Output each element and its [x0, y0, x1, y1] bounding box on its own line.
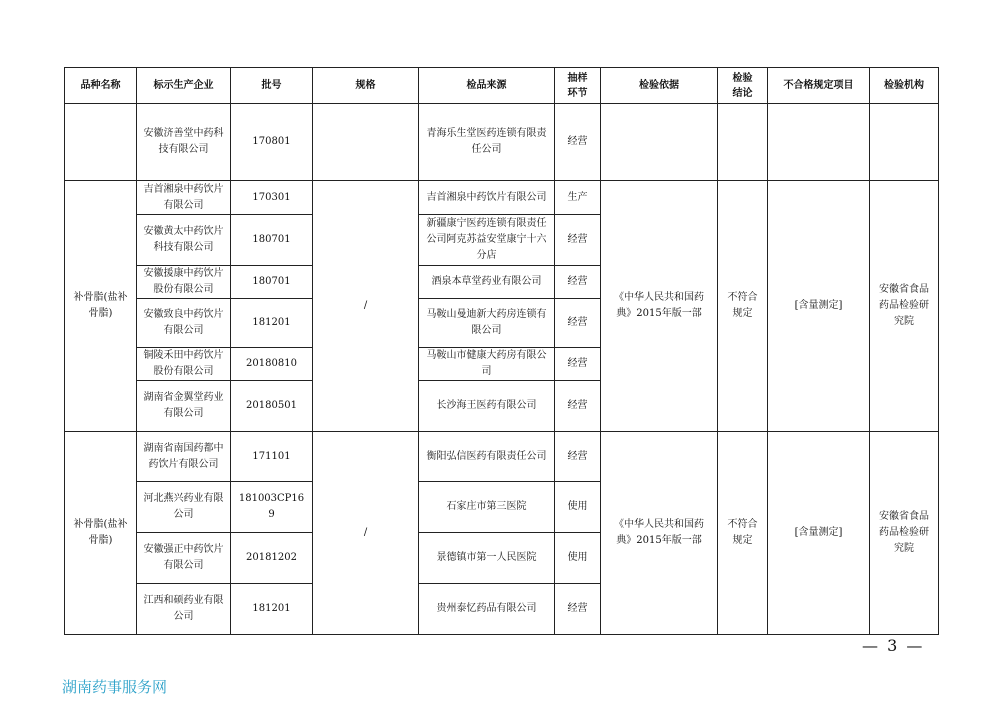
conclusion-cell: 不符合规定 [718, 432, 768, 635]
table-row [65, 181, 939, 215]
stage-cell: 经营 [555, 348, 601, 381]
stage-cell: 经营 [555, 381, 601, 432]
stage-cell: 经营 [555, 215, 601, 266]
failed-item-cell: [含量测定] [768, 432, 870, 635]
maker-cell: 河北燕兴药业有限公司 [137, 482, 231, 533]
maker-cell: 安徽致良中药饮片有限公司 [137, 299, 231, 348]
stage-cell: 使用 [555, 533, 601, 584]
source-cell: 贵州泰忆药品有限公司 [419, 584, 555, 635]
header-basis: 检验依据 [601, 68, 718, 104]
table-row [65, 104, 939, 181]
failed-item-cell: [含量测定] [768, 181, 870, 432]
batch-cell: 180701 [231, 215, 313, 266]
header-stage: 抽样环节 [555, 68, 601, 104]
inspection-table [64, 67, 939, 635]
failed-item-cell [768, 104, 870, 181]
agency-cell [870, 104, 939, 181]
batch-cell: 20181202 [231, 533, 313, 584]
source-cell: 长沙海王医药有限公司 [419, 381, 555, 432]
inspection-results-sheet [64, 67, 939, 635]
source-cell: 马鞍山市健康大药房有限公司 [419, 348, 555, 381]
maker-cell: 安徽强正中药饮片有限公司 [137, 533, 231, 584]
maker-cell: 安徽济善堂中药科技有限公司 [137, 104, 231, 181]
source-cell: 景德镇市第一人民医院 [419, 533, 555, 584]
maker-cell: 吉首湘泉中药饮片有限公司 [137, 181, 231, 215]
source-cell: 青海乐生堂医药连锁有限责任公司 [419, 104, 555, 181]
maker-cell: 江西和硕药业有限公司 [137, 584, 231, 635]
header-batch: 批号 [231, 68, 313, 104]
stage-cell: 生产 [555, 181, 601, 215]
stage-cell: 经营 [555, 584, 601, 635]
spec-cell [313, 104, 419, 181]
conclusion-cell: 不符合规定 [718, 181, 768, 432]
maker-cell: 铜陵禾田中药饮片股份有限公司 [137, 348, 231, 381]
basis-cell: 《中华人民共和国药典》2015年版一部 [601, 432, 718, 635]
header-spec: 规格 [313, 68, 419, 104]
batch-cell: 20180501 [231, 381, 313, 432]
stage-cell: 使用 [555, 482, 601, 533]
batch-cell: 171101 [231, 432, 313, 482]
source-cell: 衡阳弘信医药有限责任公司 [419, 432, 555, 482]
agency-cell: 安徽省食品药品检验研究院 [870, 432, 939, 635]
table-row [65, 432, 939, 482]
batch-cell: 181201 [231, 299, 313, 348]
basis-cell [601, 104, 718, 181]
stage-cell: 经营 [555, 104, 601, 181]
source-cell: 石家庄市第三医院 [419, 482, 555, 533]
product-cell: 补骨脂(盐补骨脂) [65, 181, 137, 432]
batch-cell: 180701 [231, 266, 313, 299]
batch-cell: 181201 [231, 584, 313, 635]
source-cell: 马鞍山曼迪新大药房连锁有限公司 [419, 299, 555, 348]
batch-cell: 170301 [231, 181, 313, 215]
basis-cell: 《中华人民共和国药典》2015年版一部 [601, 181, 718, 432]
batch-cell: 181003CP169 [231, 482, 313, 533]
batch-cell: 170801 [231, 104, 313, 181]
spec-cell: / [313, 181, 419, 432]
header-maker: 标示生产企业 [137, 68, 231, 104]
maker-cell: 湖南省南国药都中药饮片有限公司 [137, 432, 231, 482]
source-cell: 酒泉本草堂药业有限公司 [419, 266, 555, 299]
table-header-row [65, 68, 939, 104]
stage-cell: 经营 [555, 432, 601, 482]
product-cell [65, 104, 137, 181]
page-number: — 3 — [862, 636, 925, 655]
product-cell: 补骨脂(盐补骨脂) [65, 432, 137, 635]
header-source: 检品来源 [419, 68, 555, 104]
maker-cell: 湖南省金翼堂药业有限公司 [137, 381, 231, 432]
source-cell: 吉首湘泉中药饮片有限公司 [419, 181, 555, 215]
stage-cell: 经营 [555, 266, 601, 299]
header-conclusion: 检验结论 [718, 68, 768, 104]
header-product: 品种名称 [65, 68, 137, 104]
conclusion-cell [718, 104, 768, 181]
header-agency: 检验机构 [870, 68, 939, 104]
batch-cell: 20180810 [231, 348, 313, 381]
source-cell: 新疆康宁医药连锁有限责任公司阿克苏益安堂康宁十六分店 [419, 215, 555, 266]
agency-cell: 安徽省食品药品检验研究院 [870, 181, 939, 432]
maker-cell: 安徽援康中药饮片股份有限公司 [137, 266, 231, 299]
spec-cell: / [313, 432, 419, 635]
maker-cell: 安徽黄太中药饮片科技有限公司 [137, 215, 231, 266]
header-failed-item: 不合格规定项目 [768, 68, 870, 104]
site-watermark: 湖南药事服务网 [62, 678, 168, 696]
stage-cell: 经营 [555, 299, 601, 348]
